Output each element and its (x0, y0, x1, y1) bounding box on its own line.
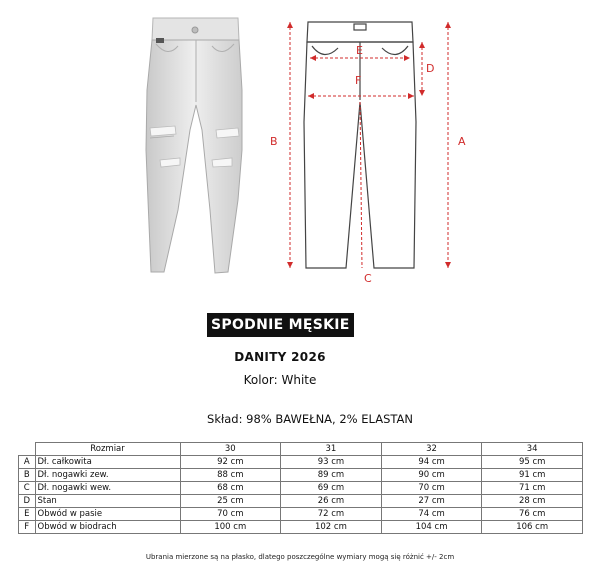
row-code-cell: D (19, 495, 36, 508)
value-cell: 90 cm (381, 469, 482, 482)
value-cell: 102 cm (281, 521, 382, 534)
value-cell: 72 cm (281, 508, 382, 521)
value-cell: 25 cm (180, 495, 281, 508)
product-model: DANITY 2026 (234, 350, 326, 364)
size-header-cell: 30 (180, 443, 281, 456)
measurement-note: Ubrania mierzone są na płasko, dlatego poszczególne wymiary mogą się różnić +/- 2cm (145, 553, 455, 561)
value-cell: 92 cm (180, 456, 281, 469)
size-table (18, 442, 583, 534)
row-code-cell: C (19, 482, 36, 495)
size-table-header-row (19, 443, 583, 456)
value-cell: 74 cm (381, 508, 482, 521)
product-color: Kolor: White (243, 373, 317, 387)
row-label-cell: Dł. nogawki zew. (35, 469, 180, 482)
dimension-label-c: C (364, 272, 372, 285)
value-cell: 94 cm (381, 456, 482, 469)
table-row (19, 456, 583, 469)
value-cell: 70 cm (180, 508, 281, 521)
measurement-diagram (262, 12, 492, 288)
value-cell: 88 cm (180, 469, 281, 482)
dimension-label-b: B (270, 135, 278, 148)
value-cell: 27 cm (381, 495, 482, 508)
dimension-label-f: F (355, 74, 362, 87)
table-row (19, 469, 583, 482)
value-cell: 76 cm (482, 508, 583, 521)
product-composition: Skład: 98% BAWEŁNA, 2% ELASTAN (207, 412, 413, 426)
row-label-cell: Obwód w biodrach (35, 521, 180, 534)
table-row (19, 482, 583, 495)
dimension-label-a: A (458, 135, 466, 148)
value-cell: 89 cm (281, 469, 382, 482)
dimension-label-d: D (426, 62, 435, 75)
value-cell: 100 cm (180, 521, 281, 534)
row-code-cell: E (19, 508, 36, 521)
size-header-cell: 32 (381, 443, 482, 456)
value-cell: 71 cm (482, 482, 583, 495)
jeans-product-photo (120, 10, 270, 285)
value-cell: 70 cm (381, 482, 482, 495)
table-row (19, 508, 583, 521)
row-code-cell: F (19, 521, 36, 534)
size-header-cell: 31 (281, 443, 382, 456)
table-row (19, 495, 583, 508)
value-cell: 95 cm (482, 456, 583, 469)
row-label-cell: Stan (35, 495, 180, 508)
row-code-cell: B (19, 469, 36, 482)
value-cell: 93 cm (281, 456, 382, 469)
header-corner-cell (19, 443, 36, 456)
value-cell: 69 cm (281, 482, 382, 495)
value-cell: 106 cm (482, 521, 583, 534)
value-cell: 28 cm (482, 495, 583, 508)
value-cell: 104 cm (381, 521, 482, 534)
table-row (19, 521, 583, 534)
row-code-cell: A (19, 456, 36, 469)
header-label-cell: Rozmiar (35, 443, 180, 456)
dimension-label-e: E (356, 44, 363, 57)
row-label-cell: Dł. całkowita (35, 456, 180, 469)
value-cell: 68 cm (180, 482, 281, 495)
product-title: SPODNIE MĘSKIE (207, 313, 354, 337)
row-label-cell: Dł. nogawki wew. (35, 482, 180, 495)
row-label-cell: Obwód w pasie (35, 508, 180, 521)
size-header-cell: 34 (482, 443, 583, 456)
value-cell: 91 cm (482, 469, 583, 482)
value-cell: 26 cm (281, 495, 382, 508)
